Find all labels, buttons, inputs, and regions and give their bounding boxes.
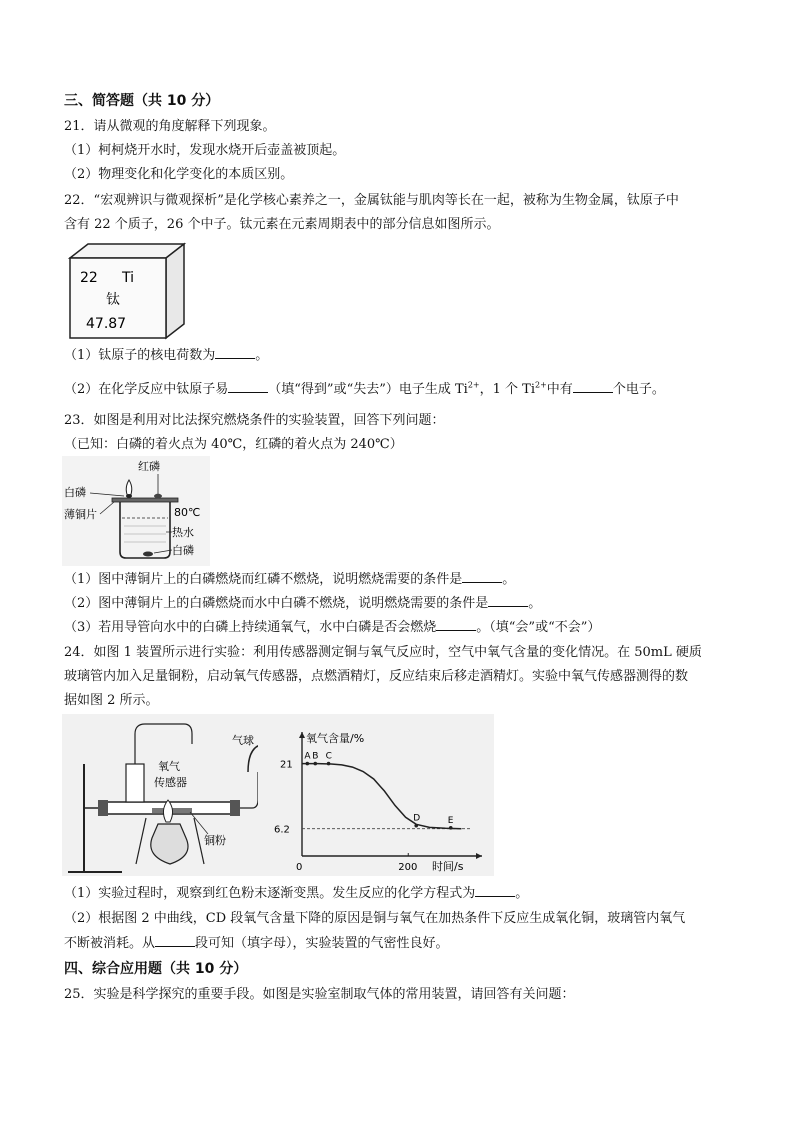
q23-note: （已知：白磷的着火点为 40℃，红磷的着火点为 240℃） [64, 437, 403, 452]
point-label-C: C [325, 751, 332, 762]
q22-part1: （1）钛原子的核电荷数为 。 [64, 348, 269, 363]
point-C [327, 762, 331, 766]
q24-part2-line2: 不断被消耗。从 段可知（填字母），实验装置的气密性良好。 [64, 936, 449, 951]
label-hot-water: 热水 [172, 526, 194, 539]
point-label-E: E [447, 815, 454, 826]
q24-part1: （1）实验过程时，观察到红色粉末逐渐变黑。发生反应的化学方程式为 。 [64, 886, 529, 901]
element-name: 钛 [106, 292, 120, 308]
answer-blank[interactable] [155, 934, 195, 947]
label-temperature: 80℃ [174, 506, 201, 519]
answer-blank[interactable] [488, 594, 528, 607]
answer-blank[interactable] [462, 570, 502, 583]
point-E [449, 826, 453, 830]
titanium-element-cell [66, 240, 188, 342]
point-D [414, 824, 418, 828]
q24-stem-line3: 据如图 2 所示。 [64, 693, 159, 708]
label-sensor: 传感器 [154, 776, 187, 789]
point-label-D: D [413, 813, 421, 824]
combustion-apparatus-figure [62, 456, 210, 566]
q24-part2-line1: （2）根据图 2 中曲线，CD 段氧气含量下降的原因是铜与氧气在加热条件下反应生成氧化铜，玻璃管内氧气 [64, 911, 686, 926]
q25-stem: 25．实验是科学探究的重要手段。如图是实验室制取气体的常用装置，请回答有关问题： [64, 987, 575, 1002]
answer-blank[interactable] [228, 380, 268, 393]
point-B [313, 762, 317, 766]
q23-stem: 23．如图是利用对比法探究燃烧条件的实验装置，回答下列问题： [64, 413, 445, 428]
atomic-mass: 47.87 [86, 316, 127, 332]
label-white-phosphorus-bottom: 白磷 [172, 544, 194, 557]
q21-stem: 21．请从微观的角度解释下列现象。 [64, 119, 276, 134]
label-copper-powder: 铜粉 [204, 834, 226, 847]
x-axis-label: 时间/s [432, 860, 464, 873]
point-label-A: A [304, 751, 311, 762]
label-copper-plate: 薄铜片 [64, 508, 97, 521]
label-oxygen: 氧气 [158, 760, 180, 773]
atomic-number: 22 [80, 270, 98, 286]
label-white-phosphorus-top: 白磷 [64, 486, 86, 499]
answer-blank[interactable] [436, 618, 476, 631]
section-3-title: 三、简答题（共 10 分） [64, 93, 220, 109]
q24-stem-line2: 玻璃管内加入足量铜粉，启动氧气传感器，点燃酒精灯，反应结束后移走酒精灯。实验中氧气传感器测得的数 [64, 669, 689, 684]
point-A [306, 762, 310, 766]
q21-part1: （1）柯柯烧开水时，发现水烧开后壶盖被顶起。 [64, 143, 346, 158]
answer-blank[interactable] [573, 380, 613, 393]
y-axis-label: 氧气含量/% [306, 732, 365, 745]
answer-blank[interactable] [215, 346, 255, 359]
q22-stem-line1: 22．“宏观辨识与微观探析”是化学核心素养之一，金属钛能与肌肉等长在一起，被称为生物金属，钛原子中 [64, 193, 679, 208]
section-4-title: 四、综合应用题（共 10 分） [64, 961, 248, 977]
q21-part2: （2）物理变化和化学变化的本质区别。 [64, 167, 294, 182]
q22-stem-line2: 含有 22 个质子，26 个中子。钛元素在元素周期表中的部分信息如图所示。 [64, 217, 500, 232]
x-tick-label: 0 [296, 862, 303, 873]
q23-part3: （3）若用导管向水中的白磷上持续通氧气，水中白磷是否会燃烧 。（填“会”或“不会”） [64, 620, 601, 635]
q22-part2: （2）在化学反应中钛原子易 （填“得到”或“失去”）电子生成 $Ti^{2+}$，1 个 $Ti^{2+}$中有 个电子。 [64, 380, 665, 397]
label-balloon: 气球 [232, 734, 254, 747]
y-tick-label: 6.2 [274, 824, 290, 836]
label-red-phosphorus: 红磷 [138, 460, 160, 473]
q24-stem-line1: 24．如图 1 装置所示进行实验：利用传感器测定铜与氧气反应时，空气中氧气含量的变化情况。在 50mL 硬质 [64, 645, 702, 660]
q23-part2: （2）图中薄铜片上的白磷燃烧而水中白磷不燃烧，说明燃烧需要的条件是 。 [64, 596, 542, 611]
q23-part1: （1）图中薄铜片上的白磷燃烧而红磷不燃烧，说明燃烧需要的条件是 。 [64, 572, 516, 587]
oxygen-content-chart [258, 714, 494, 876]
element-symbol: Ti [122, 270, 135, 286]
point-label-B: B [312, 751, 319, 762]
y-tick-label: 21 [280, 759, 293, 771]
x-tick-label: 200 [398, 862, 418, 873]
answer-blank[interactable] [475, 884, 515, 897]
